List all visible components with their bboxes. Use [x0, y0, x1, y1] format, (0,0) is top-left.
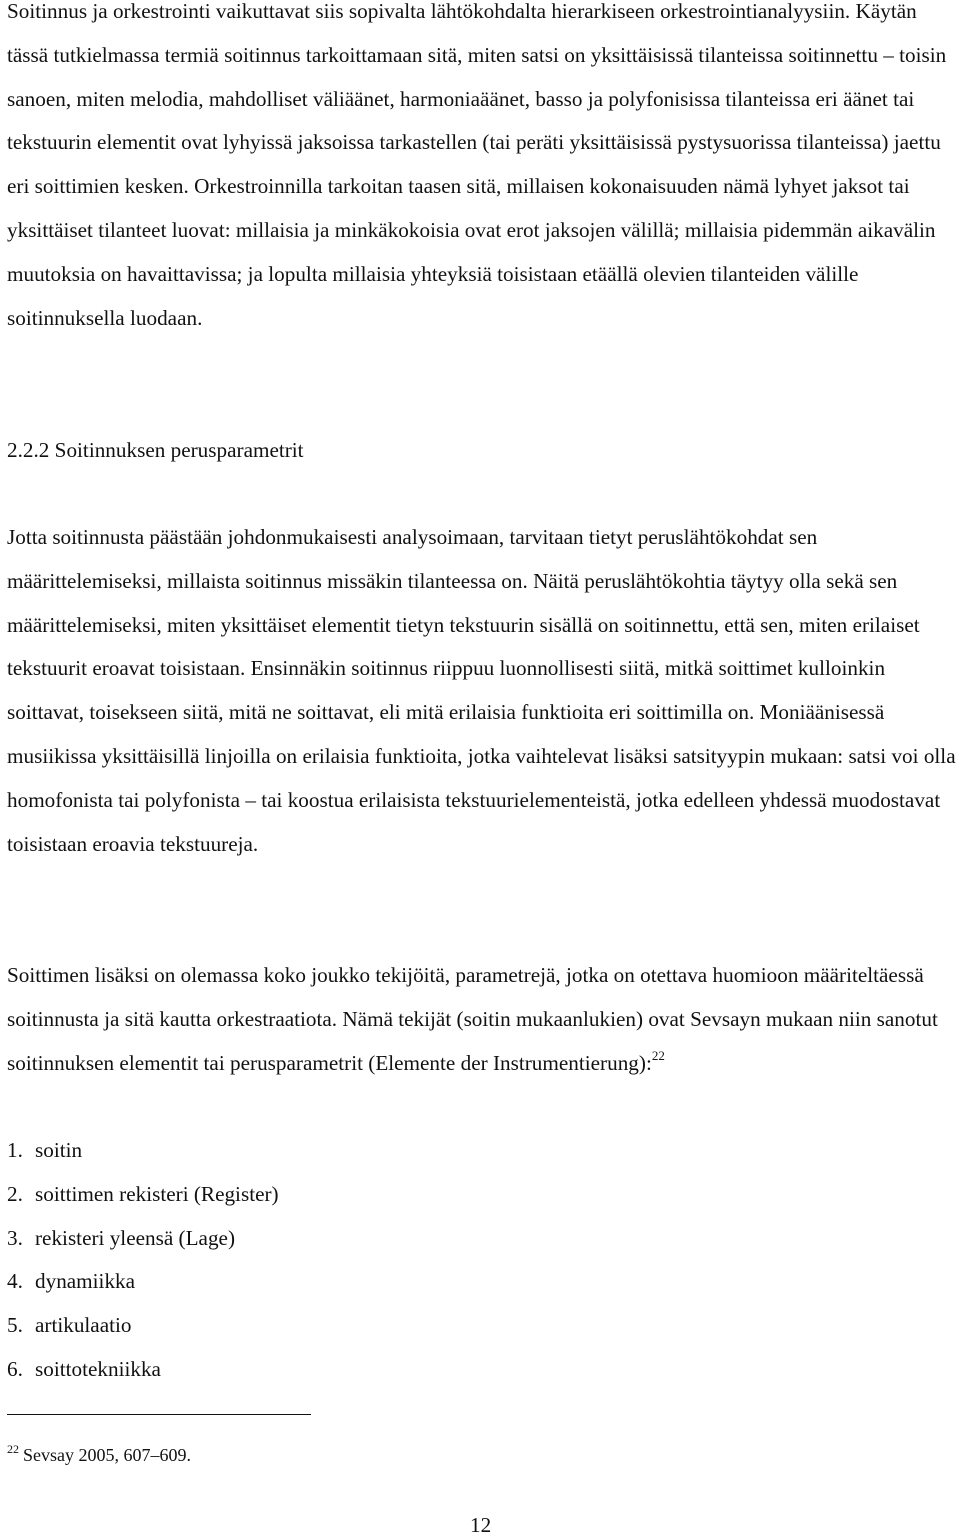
footnote-divider: [7, 1414, 311, 1415]
list-item: [7, 1217, 279, 1261]
paragraph-elements-intro: [7, 954, 959, 1085]
list-item-text: soittotekniikka: [35, 1356, 161, 1381]
paragraph-orchestration-definition: Soitinnus ja orkestrointi vaikuttavat siis sopivalta lähtökohdalta hierarkiseen orkestrointianalyysiin. Käytän tässä tutkielmassa termiä soitinnus tarkoittamaan sitä, miten satsi on yksittäisissä tilanteissa soitinnettu – toisin sanoen, miten melodia, mahdolliset väliäänet, harmoniaäänet, basso ja polyfonisissa tilanteissa eri äänet tai tekstuurin elementit ovat lyhyissä jaksoissa tarkastellen (tai peräti yksittäisissä pystysuorissa tilanteissa) jaettu eri soittimien kesken. Orkestroinnilla tarkoitan taasen sitä, millaisen kokonaisuuden nämä lyhyet jaksot tai yksittäiset tilanteet luovat: millaisia ja minkäkokoisia ovat erot jaksojen välillä; millaisia pidemmän aikavälin muutoksia on havaittavissa; ja lopulta millaisia yhteyksiä toisistaan etäällä olevien tilanteiden välille soitinnuksella luodaan.: [7, 0, 947, 330]
list-item-number: 2.: [7, 1181, 23, 1206]
parameter-list: [7, 1129, 279, 1392]
list-item: [7, 1304, 279, 1348]
list-item-number: 4.: [7, 1269, 23, 1294]
footnote-reference: 22: [651, 1047, 665, 1063]
list-item-text: rekisteri yleensä (Lage): [35, 1225, 235, 1250]
list-item: [7, 1173, 279, 1217]
list-item-number: 5.: [7, 1313, 23, 1338]
list-item-text: soittimen rekisteri (Register): [35, 1181, 279, 1206]
list-item: [7, 1348, 279, 1392]
footnote-mark: 22: [7, 1442, 19, 1456]
list-item-number: 1.: [7, 1138, 23, 1162]
list-item: [7, 1129, 279, 1173]
paragraph-elements-intro-text: Soittimen lisäksi on olemassa koko joukko tekijöitä, parametrejä, jotka on otettava huomioon määriteltäessä soitinnusta ja sitä kautta orkestraatiota. Nämä tekijät (soitin mukaanlukien) ovat Sevsayn mukaan niin sanotut soitinnuksen elementit tai perusparametrit (Elemente der Instrumentierung):: [7, 963, 938, 1075]
section-heading: 2.2.2 Soitinnuksen perusparametrit: [7, 438, 304, 462]
page-number: 12: [470, 1513, 492, 1537]
paragraph-basic-parameters: Jotta soitinnusta päästään johdonmukaisesti analysoimaan, tarvitaan tietyt peruslähtökohdat sen määrittelemiseksi, millaista soitinnus missäkin tilanteessa on. Näitä peruslähtökohtia täytyy olla sekä sen määrittelemiseksi, miten yksittäiset elementit tietyn tekstuurin sisällä on soitinnettu, että sen, miten erilaiset tekstuurit eroavat toisistaan. Ensinnäkin soitinnus riippuu luonnollisesti siitä, mitkä soittimet kulloinkin soittavat, toisekseen siitä, mitä ne soittavat, eli mitä erilaisia funktioita eri soittimilla on. Moniäänisessä musiikissa yksittäisillä linjoilla on erilaisia funktioita, jotka vaihtelevat lisäksi satsityypin mukaan: satsi voi olla homofonista tai polyfonista – tai koostua erilaisista tekstuurielementeistä, jotka edelleen yhdessä muodostavat toisistaan eroavia tekstuureja.: [7, 525, 956, 856]
list-item-number: 6.: [7, 1356, 23, 1381]
list-item-text: soitin: [35, 1138, 83, 1162]
footnote-text: Sevsay 2005, 607–609.: [23, 1445, 191, 1465]
list-item-number: 3.: [7, 1225, 23, 1250]
footnote: [7, 1438, 191, 1467]
list-item-text: dynamiikka: [35, 1269, 136, 1294]
list-item: [7, 1260, 279, 1304]
list-item-text: artikulaatio: [35, 1313, 132, 1338]
